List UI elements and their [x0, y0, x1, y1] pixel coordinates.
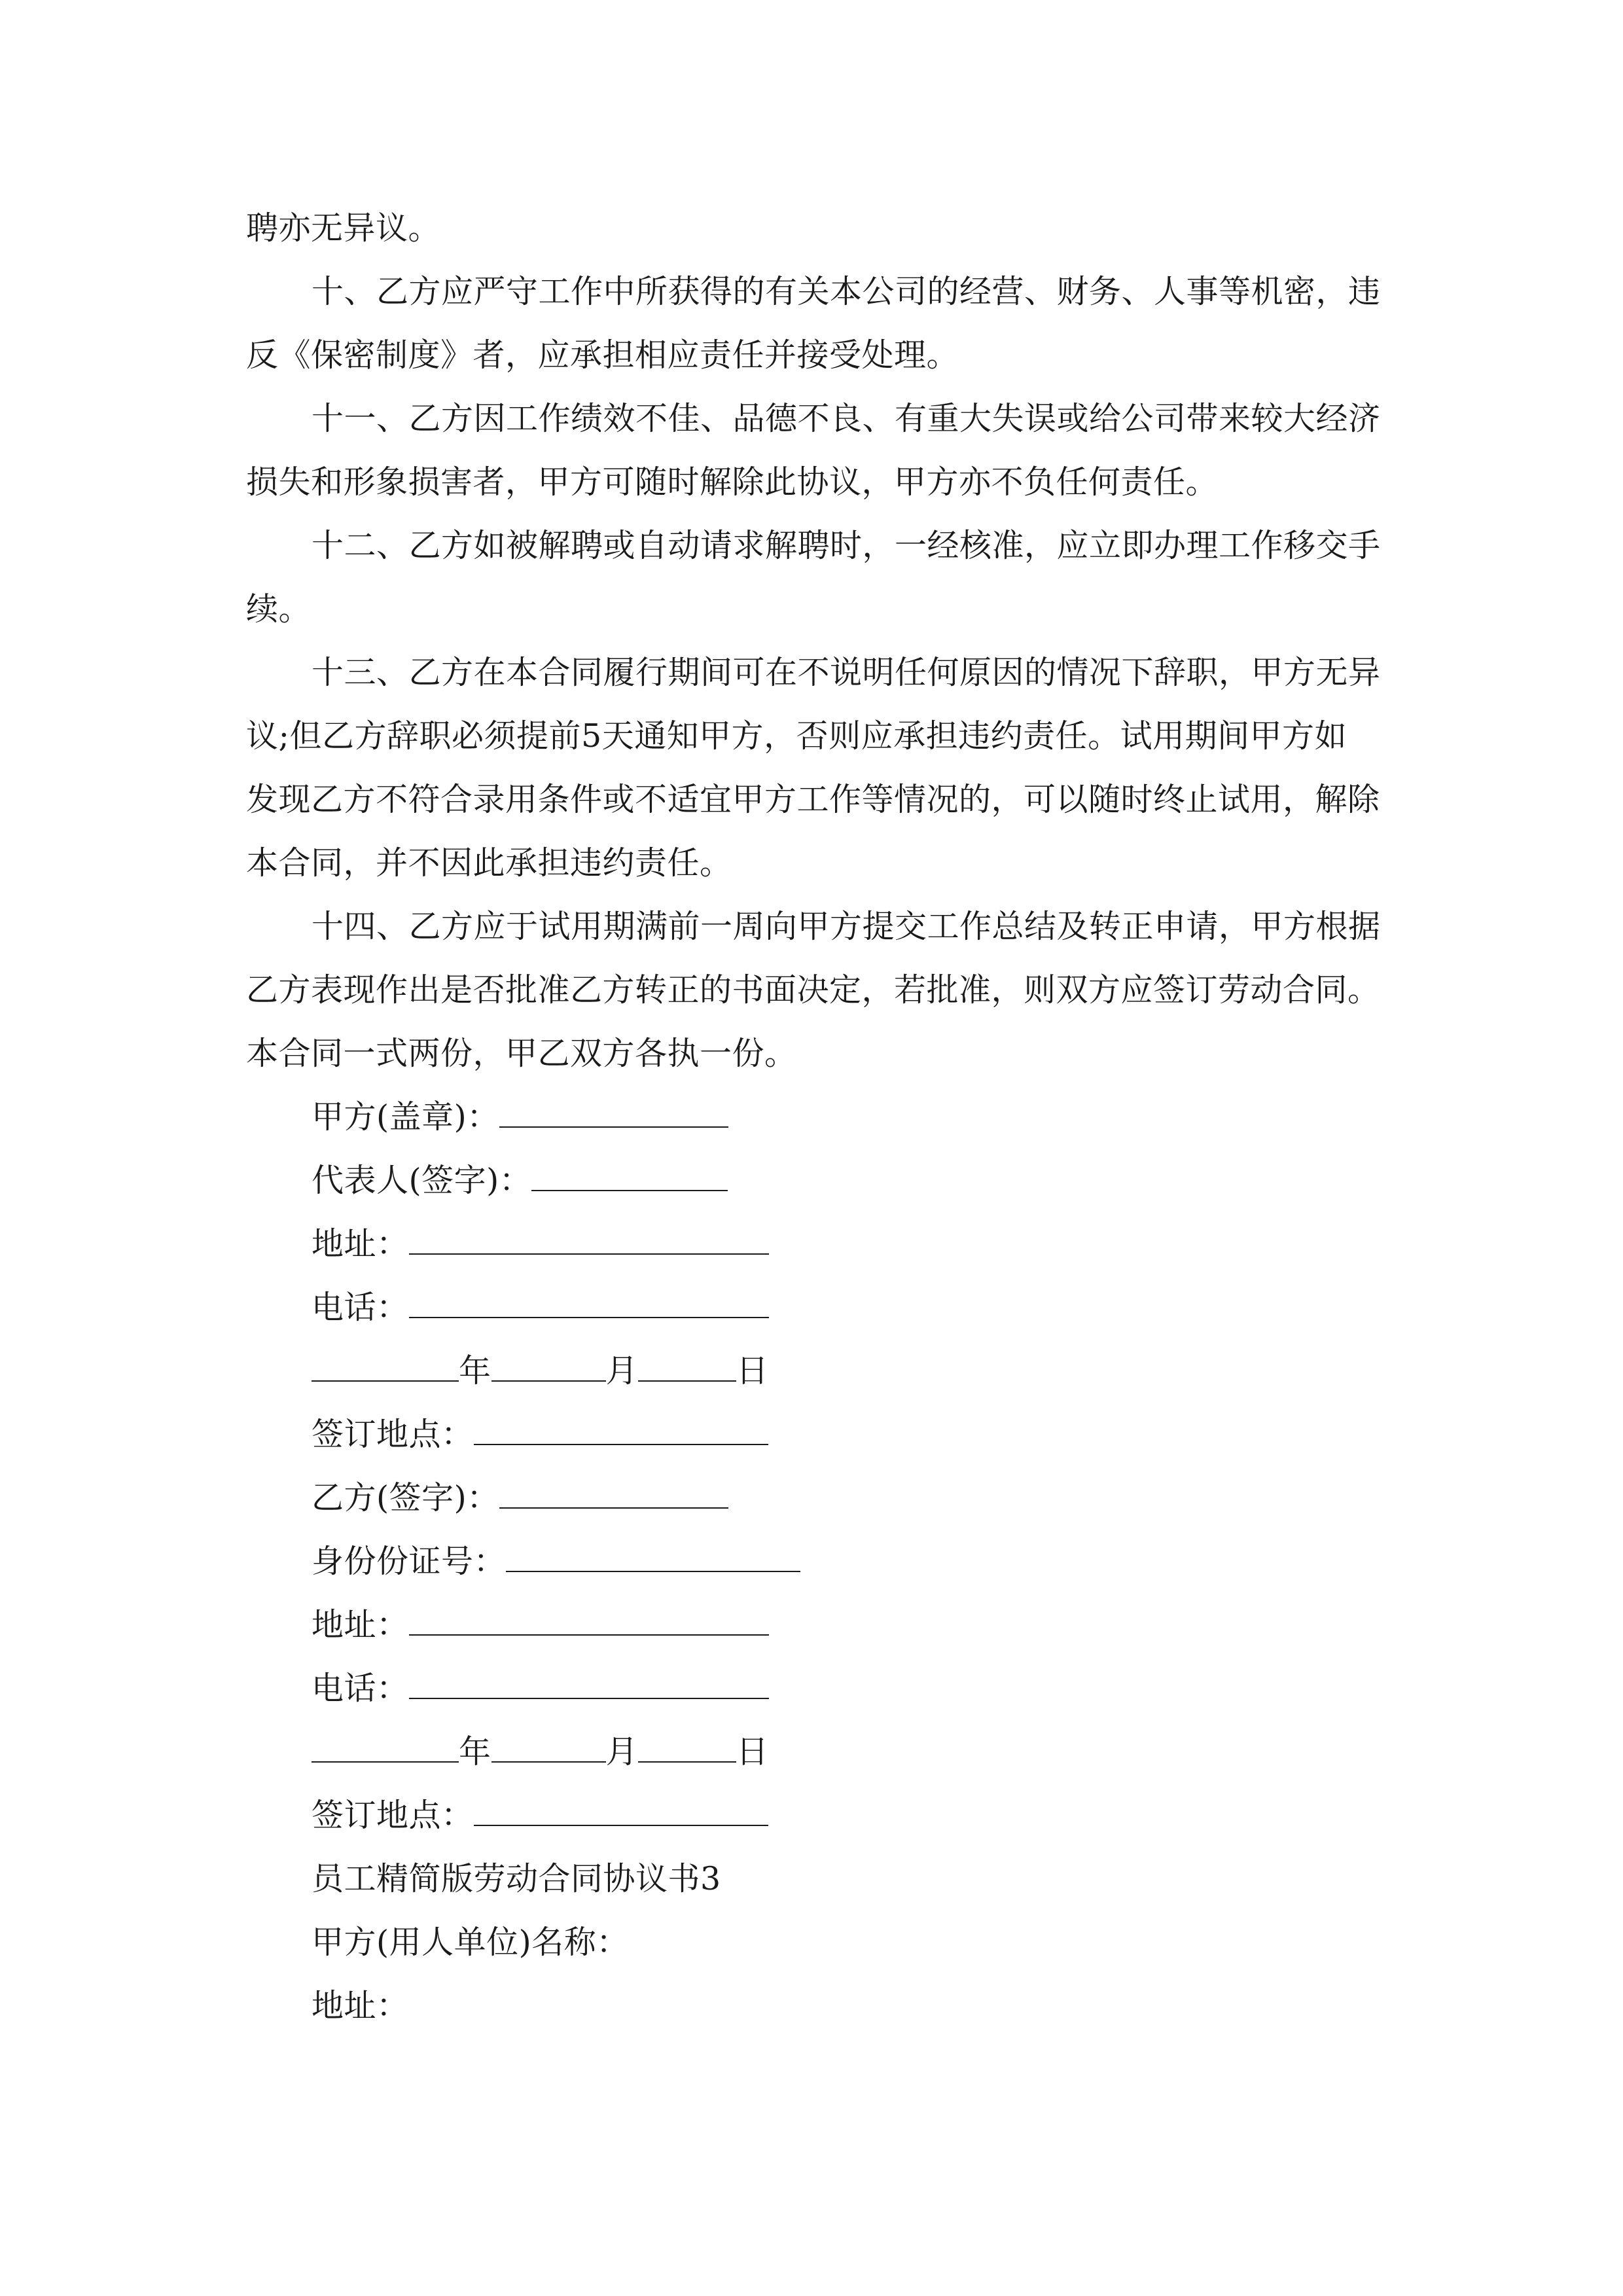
- field-label: 签订地点：: [312, 1797, 474, 1834]
- party-a-rep-field: [246, 1149, 1404, 1212]
- field-label: 乙方(签字)：: [312, 1479, 499, 1516]
- party-a-place-field: [246, 1403, 1404, 1466]
- party-a-month-blank[interactable]: [491, 1346, 606, 1382]
- paragraph-line: 损失和形象损害者，甲方可随时解除此协议，甲方亦不负任何责任。: [246, 463, 1219, 501]
- day-label: 日: [736, 1352, 769, 1390]
- paragraph-line: 反《保密制度》者，应承担相应责任并接受处理。: [246, 336, 959, 374]
- party-b-phone-field: [246, 1657, 1404, 1720]
- party-b-place-field: [246, 1784, 1404, 1847]
- employer-address-label: 地址：: [312, 1987, 409, 2024]
- party-a-place-blank[interactable]: [474, 1410, 768, 1445]
- field-label: 电话：: [312, 1670, 409, 1707]
- year-label: 年: [459, 1733, 491, 1770]
- party-b-year-blank[interactable]: [312, 1727, 459, 1763]
- next-document-title: 员工精简版劳动合同协议书3: [312, 1860, 721, 1897]
- party-a-seal-blank[interactable]: [499, 1092, 728, 1128]
- party-b-date-field: [246, 1720, 1404, 1784]
- party-a-address-blank[interactable]: [409, 1219, 769, 1255]
- field-label: 身份份证号：: [312, 1543, 507, 1580]
- party-b-month-blank[interactable]: [491, 1727, 606, 1763]
- paragraph-line: 乙方表现作出是否批准乙方转正的书面决定，若批准，则双方应签订劳动合同。: [246, 971, 1380, 1009]
- party-b-address-field: [246, 1593, 1404, 1657]
- party-b-sign-blank[interactable]: [499, 1473, 728, 1509]
- paragraph-line: 十一、乙方因工作绩效不佳、品德不良、有重大失误或给公司带来较大经济: [312, 400, 1381, 437]
- paragraph-line: 本合同一式两份，甲乙双方各执一份。: [246, 1035, 797, 1072]
- party-b-place-blank[interactable]: [474, 1791, 768, 1826]
- field-label: 地址：: [312, 1225, 409, 1263]
- field-label: 电话：: [312, 1289, 409, 1326]
- field-label: 地址：: [312, 1606, 409, 1643]
- paragraph-line: 续。: [246, 590, 312, 628]
- party-a-day-blank[interactable]: [638, 1346, 736, 1382]
- party-b-address-blank[interactable]: [409, 1600, 769, 1636]
- employer-name-label: 甲方(用人单位)名称：: [312, 1924, 629, 1961]
- party-b-sign-field: [246, 1466, 1404, 1530]
- day-label: 日: [736, 1733, 769, 1770]
- field-label: 签订地点：: [312, 1416, 474, 1453]
- party-a-date-field: [246, 1339, 1404, 1403]
- field-label: 甲方(盖章)：: [312, 1098, 499, 1136]
- month-label: 月: [605, 1352, 639, 1390]
- paragraph-line: 十四、乙方应于试用期满前一周向甲方提交工作总结及转正申请，甲方根据: [312, 908, 1381, 945]
- document-body: [246, 196, 1404, 2037]
- paragraph-line: 十、乙方应严守工作中所获得的有关本公司的经营、财务、人事等机密，违: [312, 273, 1381, 310]
- paragraph-line: 本合同，并不因此承担违约责任。: [246, 844, 732, 882]
- party-b-day-blank[interactable]: [638, 1727, 736, 1763]
- party-a-address-field: [246, 1212, 1404, 1276]
- paragraph-line: 十二、乙方如被解聘或自动请求解聘时，一经核准，应立即办理工作移交手: [312, 527, 1381, 564]
- party-b-id-blank[interactable]: [506, 1537, 800, 1572]
- party-a-year-blank[interactable]: [312, 1346, 459, 1382]
- paragraph-line: 十三、乙方在本合同履行期间可在不说明任何原因的情况下辞职，甲方无异: [312, 654, 1381, 691]
- field-label: 代表人(签字)：: [312, 1162, 532, 1199]
- party-a-rep-blank[interactable]: [531, 1156, 728, 1191]
- party-b-id-field: [246, 1530, 1404, 1593]
- party-b-phone-blank[interactable]: [409, 1664, 769, 1699]
- year-label: 年: [459, 1352, 491, 1390]
- party-a-seal-field: [246, 1085, 1404, 1149]
- paragraph-line: 聘亦无异议。: [246, 209, 441, 247]
- paragraph-line: 发现乙方不符合录用条件或不适宜甲方工作等情况的，可以随时终止试用，解除: [246, 781, 1380, 818]
- paragraph-line: 议;但乙方辞职必须提前5天通知甲方，否则应承担违约责任。试用期间甲方如: [246, 717, 1347, 755]
- month-label: 月: [605, 1733, 639, 1770]
- party-a-phone-field: [246, 1276, 1404, 1339]
- party-a-phone-blank[interactable]: [409, 1283, 769, 1318]
